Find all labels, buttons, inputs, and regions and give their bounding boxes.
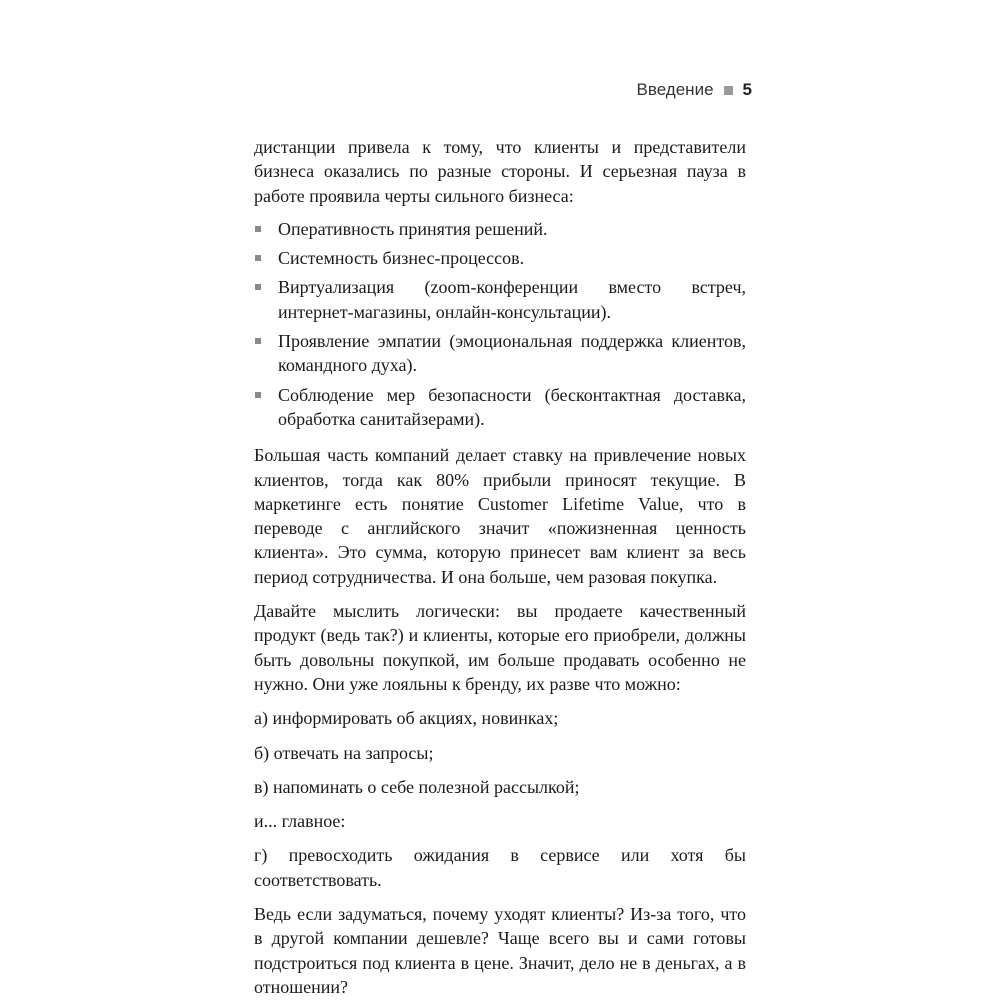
bullet-item xyxy=(254,246,746,270)
paragraph-conclusion: Ведь если задуматься, почему уходят клиенты? Из-за того, что в другой компании дешевле? Чаще всего вы и сами готовы подстроиться под клиента в цене. Значит, дело не в деньгах, а в отношении? xyxy=(254,904,746,997)
bullet-list xyxy=(254,217,746,431)
page-number: 5 xyxy=(742,80,752,99)
bullet-item xyxy=(254,329,746,378)
bullet-item xyxy=(254,383,746,432)
list-item-v: в) напоминать о себе полезной рассылкой; xyxy=(254,776,580,797)
bullet-text: Проявление эмпатии (эмоциональная поддержка клиентов, командного духа). xyxy=(278,331,746,376)
body-text xyxy=(254,135,746,1000)
square-bullet-icon xyxy=(255,392,261,398)
intro-paragraph: дистанции привела к тому, что клиенты и представители бизнеса оказались по разные стороны. И серьезная пауза в работе проявила черты сильного бизнеса: xyxy=(254,137,746,206)
square-bullet-icon xyxy=(255,226,261,232)
square-bullet-icon xyxy=(255,255,261,261)
list-item-main: и... главное: xyxy=(254,811,346,832)
section-title: Введение xyxy=(636,80,714,99)
square-bullet-icon xyxy=(255,338,261,344)
bullet-text: Оперативность принятия решений. xyxy=(278,218,548,239)
list-item-b: б) отвечать на запросы; xyxy=(254,742,434,763)
bullet-text: Соблюдение мер безопасности (бесконтактная доставка, обработка санитайзерами). xyxy=(278,384,746,429)
square-separator-icon xyxy=(724,86,733,95)
bullet-text: Виртуализация (zoom-конференции вместо встреч, интернет-магазины, онлайн-консультации). xyxy=(278,277,746,322)
square-bullet-icon xyxy=(255,284,261,290)
running-head xyxy=(637,80,752,100)
bullet-text: Системность бизнес-процессов. xyxy=(278,248,525,269)
list-item-a: а) информировать об акциях, новинках; xyxy=(254,708,559,729)
bullet-item xyxy=(254,217,746,241)
bullet-item xyxy=(254,275,746,324)
list-item-g: г) превосходить ожидания в сервисе или хотя бы соответствовать. xyxy=(254,845,746,890)
paragraph-clv: Большая часть компаний делает ставку на привлечение новых клиентов, тогда как 80% прибыли приносят текущие. В маркетинге есть понятие Customer Lifetime Value, что в переводе с английского значит «пожизненная ценность клиента». Это сумма, которую принесет вам клиент за весь период сотрудничества. И она больше, чем разовая покупка. xyxy=(254,445,746,587)
paragraph-logic: Давайте мыслить логически: вы продаете качественный продукт (ведь так?) и клиенты, которые его приобрели, должны быть довольны покупкой, им больше продавать особенно не нужно. Они уже лояльны к бренду, их разве что можно: xyxy=(254,601,746,694)
